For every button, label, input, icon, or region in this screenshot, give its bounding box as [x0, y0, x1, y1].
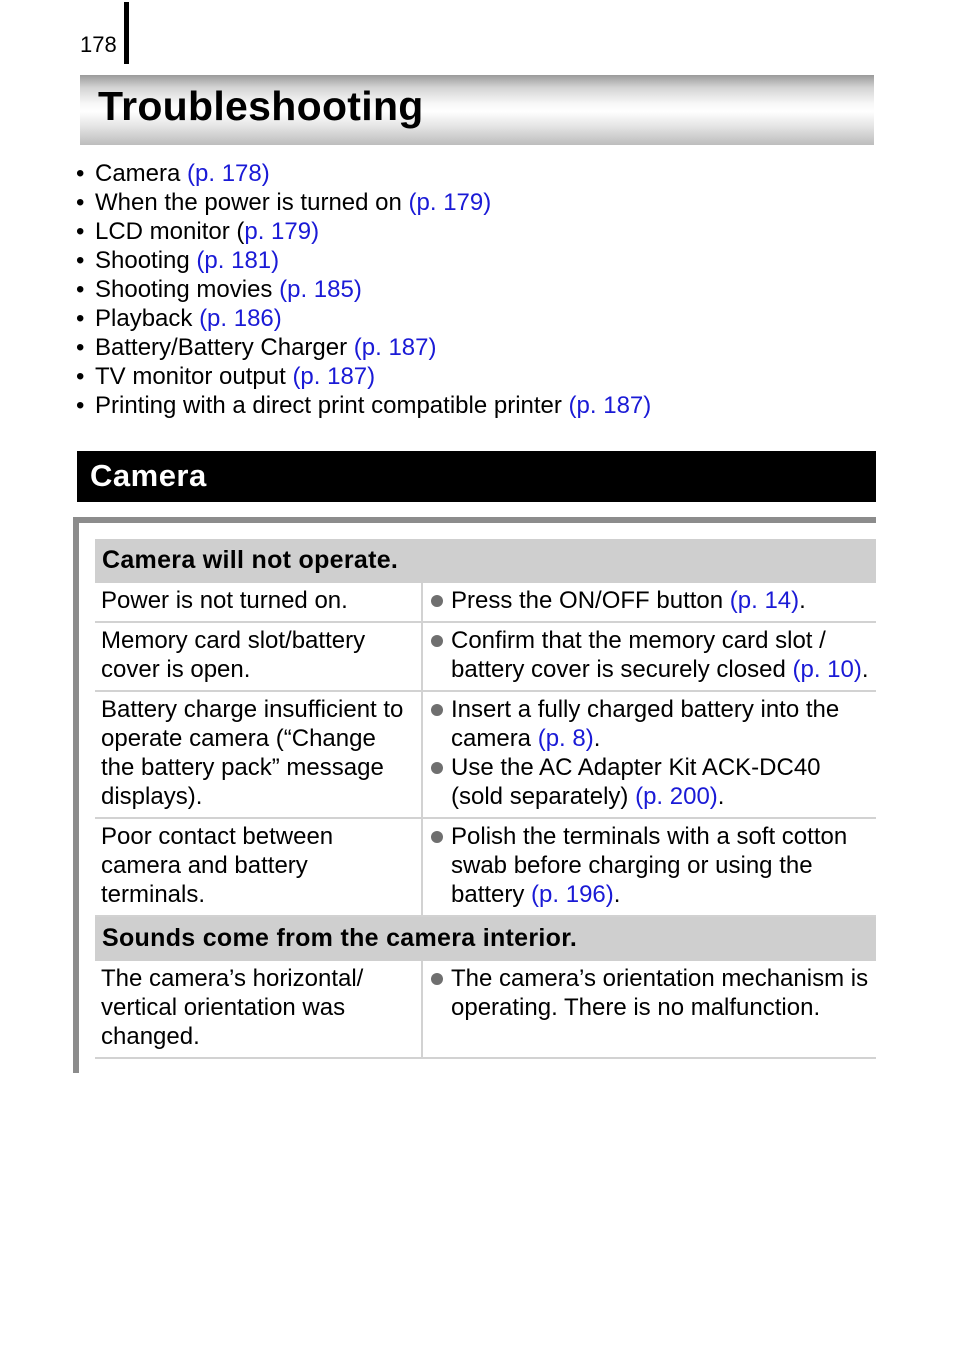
page-link[interactable]: (p. 179): [408, 189, 492, 216]
problem-heading: Sounds come from the camera interior.: [95, 916, 876, 961]
topic-label: Playback: [95, 305, 200, 332]
bullet-dot-icon: [431, 831, 443, 843]
page-link[interactable]: (p. 178): [187, 160, 270, 187]
solution-item: [430, 753, 872, 811]
solution-cell: [422, 691, 876, 818]
page-link[interactable]: (p. 187): [353, 334, 437, 361]
solution-item: [430, 964, 872, 1022]
page-link[interactable]: (p. 187): [568, 392, 652, 419]
page-title: Troubleshooting: [98, 83, 424, 129]
cause-cell: The camera’s horizontal/ vertical orientation was changed.: [95, 961, 422, 1058]
bullet-icon: •: [76, 218, 85, 245]
topic-item: [76, 391, 651, 420]
topic-item: [76, 362, 651, 391]
solution-end: .: [613, 881, 621, 908]
topic-item: [76, 333, 651, 362]
solution-cell: [422, 583, 876, 622]
bullet-icon: •: [76, 334, 85, 361]
bullet-dot-icon: [431, 973, 443, 985]
section-frame-top: [73, 517, 876, 523]
table-row: [95, 622, 876, 691]
table-row: [95, 818, 876, 916]
page-link[interactable]: (p. 186): [199, 305, 282, 332]
cause-cell: Battery charge insufficient to operate camera (“Change the battery pack” message displays).: [95, 691, 422, 818]
page-number: 178: [80, 32, 117, 57]
troubleshooting-table: [95, 539, 876, 1059]
solution-end: .: [593, 725, 601, 752]
page-link[interactable]: (p. 181): [196, 247, 280, 274]
topic-label: LCD monitor (: [95, 218, 245, 245]
title-banner: [80, 75, 874, 145]
topic-label: Shooting movies: [95, 276, 280, 303]
topic-item: [76, 275, 651, 304]
solution-text: Insert a fully charged battery into the camera: [451, 696, 840, 752]
solution-item: [430, 695, 872, 753]
bullet-icon: •: [76, 160, 85, 187]
page-link[interactable]: (p. 14): [729, 587, 800, 614]
page-link[interactable]: (p. 8): [537, 725, 594, 752]
table-row: [95, 691, 876, 818]
topic-label: Camera: [95, 160, 188, 187]
topic-label: Shooting: [95, 247, 197, 274]
cause-cell: Poor contact between camera and battery terminals.: [95, 818, 422, 916]
solution-text: Confirm that the memory card slot / battery cover is securely closed: [451, 627, 826, 683]
page-link[interactable]: (p. 185): [279, 276, 362, 303]
topic-item: [76, 304, 651, 333]
bullet-dot-icon: [431, 704, 443, 716]
topic-item: [76, 159, 651, 188]
page-link[interactable]: (p. 196): [531, 881, 614, 908]
page-number-rule: [124, 2, 129, 64]
table-row: [95, 583, 876, 622]
bullet-icon: •: [76, 305, 85, 332]
solution-cell: [422, 622, 876, 691]
section-frame-left: [73, 517, 79, 1073]
problem-heading-row: [95, 539, 876, 583]
topic-item: [76, 246, 651, 275]
solution-text: Press the ON/OFF button: [451, 587, 730, 614]
cause-cell: Power is not turned on.: [95, 583, 422, 622]
page-link[interactable]: (p. 187): [292, 363, 376, 390]
topic-list: [76, 159, 651, 420]
solution-end: .: [799, 587, 806, 614]
section-header: [77, 451, 876, 502]
topic-item: [76, 188, 651, 217]
solution-cell: [422, 818, 876, 916]
page-link[interactable]: p. 179): [244, 218, 320, 245]
solution-text: Use the AC Adapter Kit ACK-DC40 (sold separately): [451, 754, 821, 810]
topic-item: [76, 217, 651, 246]
problem-heading-row: [95, 916, 876, 961]
bullet-icon: •: [76, 247, 85, 274]
solution-item: [430, 586, 872, 615]
section-title: Camera: [90, 458, 207, 493]
solution-item: [430, 822, 872, 909]
table-row: [95, 961, 876, 1058]
bullet-icon: •: [76, 363, 85, 390]
solution-text: Polish the terminals with a soft cotton swab before charging or using the battery: [451, 823, 848, 908]
bullet-dot-icon: [431, 635, 443, 647]
page-link[interactable]: (p. 10): [792, 656, 862, 683]
bullet-icon: •: [76, 392, 85, 419]
problem-heading: Camera will not operate.: [95, 539, 876, 583]
solution-item: [430, 626, 872, 684]
page-link[interactable]: (p. 200): [635, 783, 718, 810]
bullet-icon: •: [76, 189, 85, 216]
topic-label: Battery/Battery Charger: [95, 334, 354, 361]
cause-cell: Memory card slot/battery cover is open.: [95, 622, 422, 691]
solution-cell: [422, 961, 876, 1058]
bullet-dot-icon: [431, 762, 443, 774]
solution-end: .: [717, 783, 725, 810]
bullet-dot-icon: [431, 595, 443, 607]
topic-label: When the power is turned on: [95, 189, 409, 216]
bullet-icon: •: [76, 276, 85, 303]
topic-label: TV monitor output: [95, 363, 293, 390]
topic-label: Printing with a direct print compatible printer: [95, 392, 569, 419]
solution-text: The camera’s orientation mechanism is operating. There is no malfunction.: [451, 965, 869, 1021]
solution-end: .: [861, 656, 869, 683]
